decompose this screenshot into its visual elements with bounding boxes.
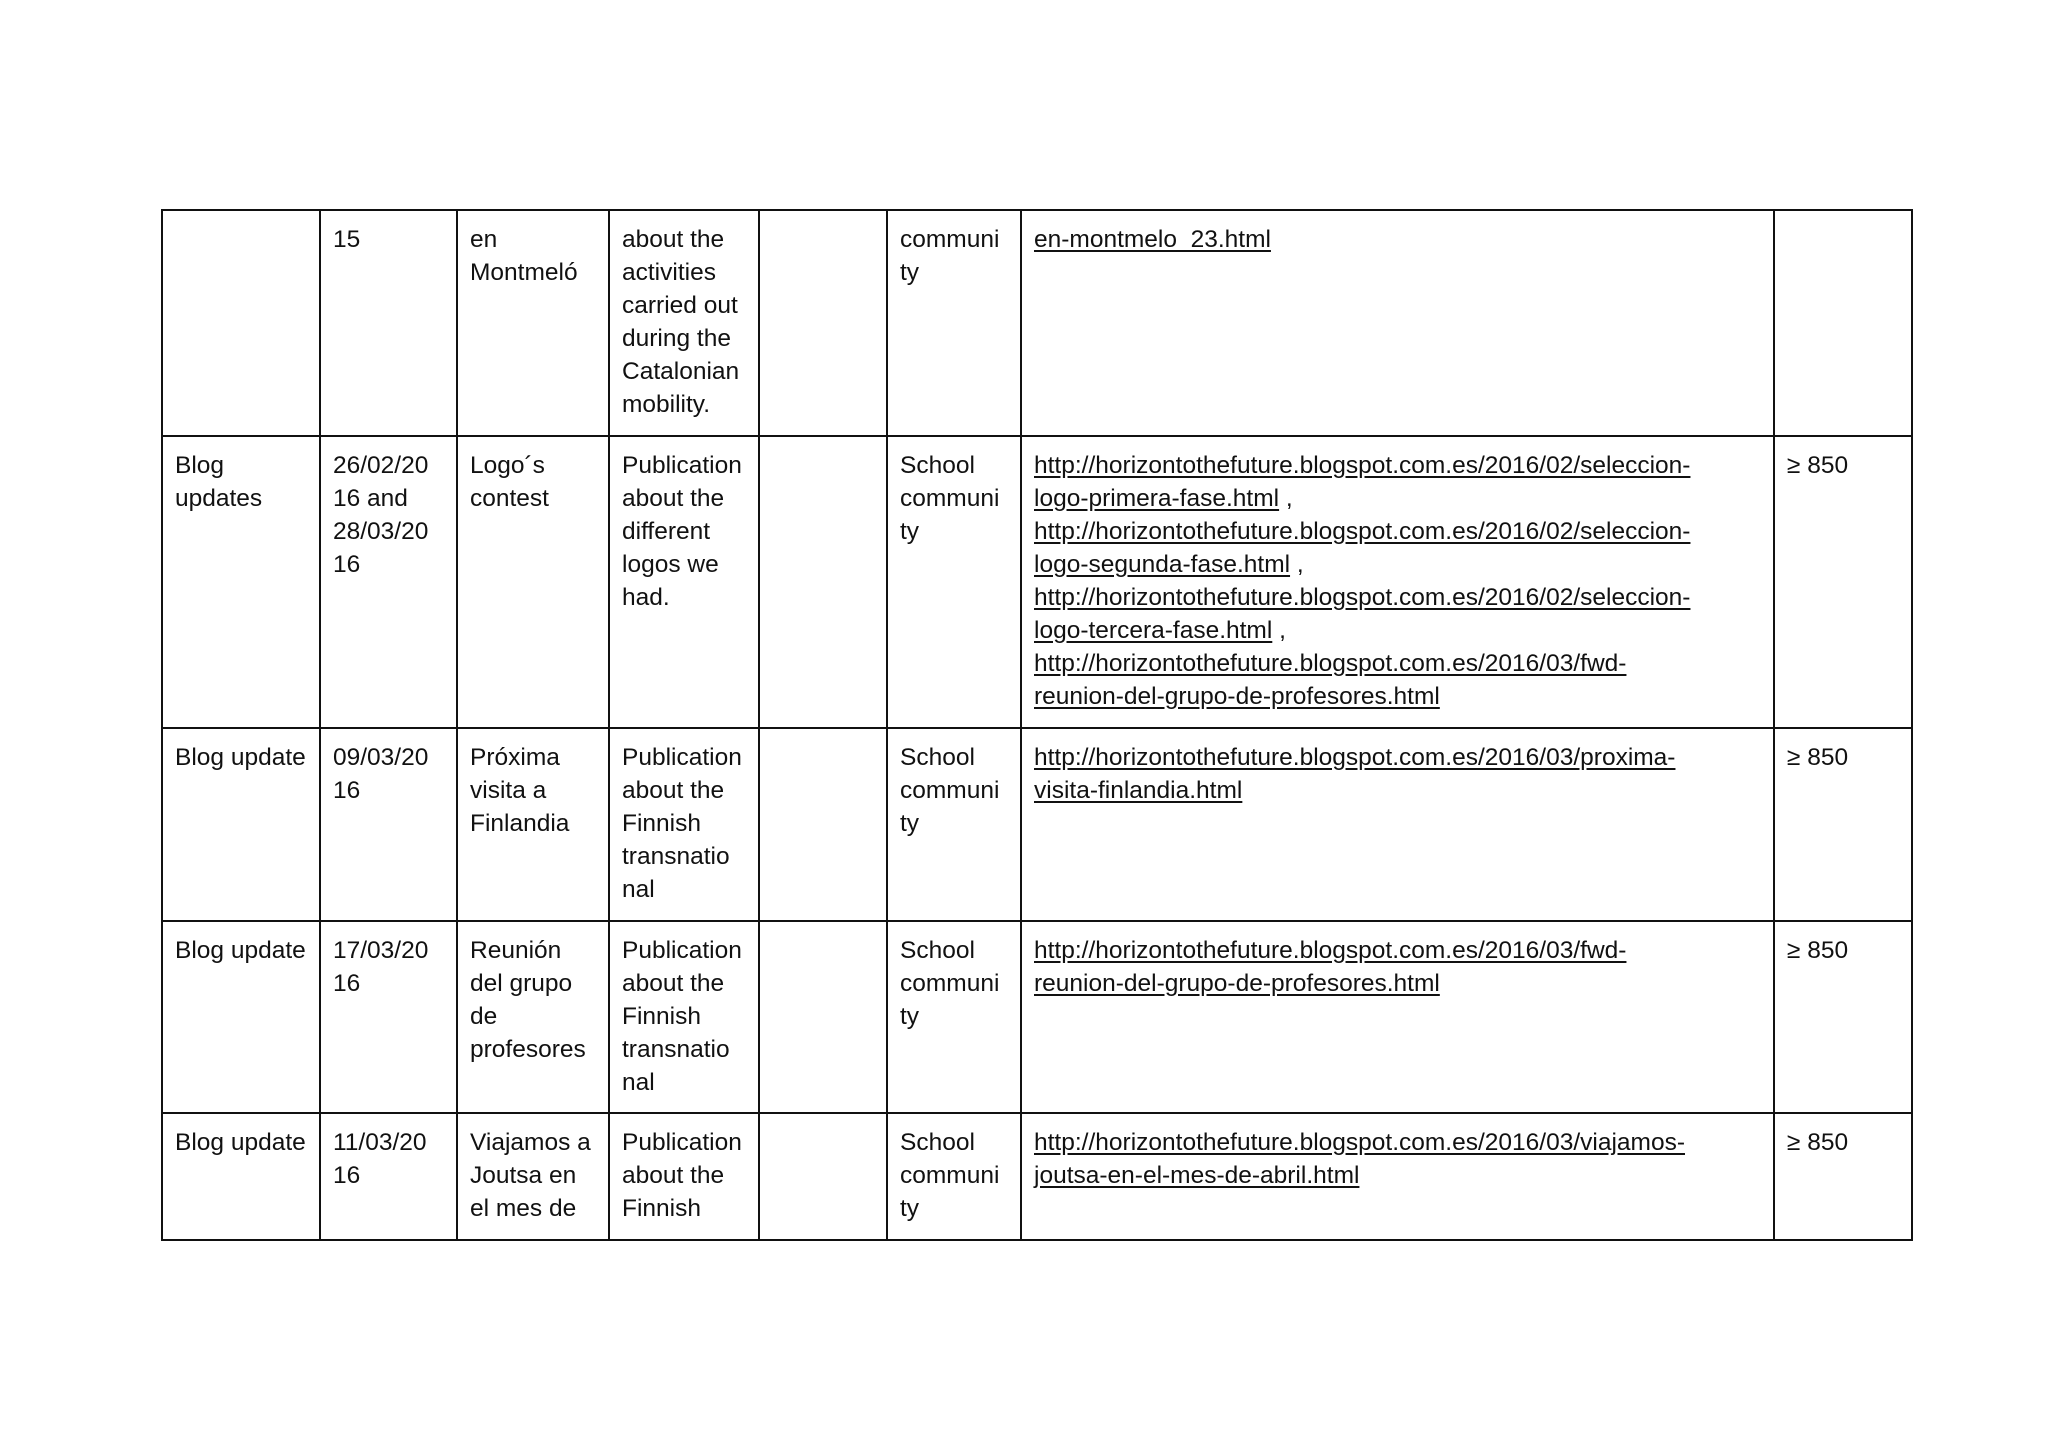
cell-audience bbox=[887, 728, 1021, 921]
url-link[interactable]: joutsa-en-el-mes-de-abril.html bbox=[1034, 1162, 1360, 1189]
cell-title bbox=[457, 436, 609, 728]
url-link[interactable]: logo-primera-fase.html bbox=[1034, 485, 1280, 512]
cell-line: School bbox=[900, 452, 975, 479]
cell-line: updates bbox=[175, 485, 263, 512]
cell-line: ty bbox=[900, 810, 920, 837]
table-row bbox=[162, 1113, 1912, 1240]
cell-line: carried out bbox=[622, 292, 738, 319]
cell-line bbox=[1034, 967, 1763, 1000]
cell-date bbox=[320, 921, 457, 1113]
cell-reach bbox=[1774, 436, 1912, 728]
cell-line: logos we bbox=[622, 551, 719, 578]
cell-type bbox=[162, 436, 320, 728]
separator-text: , bbox=[1279, 485, 1293, 512]
cell-description bbox=[609, 436, 759, 728]
cell-line bbox=[1034, 581, 1763, 614]
cell-date bbox=[320, 436, 457, 728]
url-link[interactable]: visita-finlandia.html bbox=[1034, 777, 1243, 804]
cell-audience bbox=[887, 1113, 1021, 1240]
cell-type bbox=[162, 921, 320, 1113]
cell-type bbox=[162, 728, 320, 921]
cell-empty bbox=[759, 1113, 887, 1240]
cell-title bbox=[457, 1113, 609, 1240]
cell-line: Joutsa en bbox=[470, 1162, 577, 1189]
cell-line: 15 bbox=[333, 226, 361, 253]
cell-line: communi bbox=[900, 777, 1000, 804]
cell-line: ty bbox=[900, 259, 920, 286]
cell-line: School bbox=[900, 1129, 975, 1156]
cell-line: different bbox=[622, 518, 711, 545]
url-link[interactable]: en-montmelo_23.html bbox=[1034, 226, 1271, 253]
cell-line: communi bbox=[900, 485, 1000, 512]
cell-description bbox=[609, 921, 759, 1113]
url-link[interactable]: http://horizontothefuture.blogspot.com.es/2016/03/fwd- bbox=[1034, 650, 1627, 677]
url-link[interactable]: logo-segunda-fase.html bbox=[1034, 551, 1291, 578]
cell-line: Catalonian bbox=[622, 358, 740, 385]
url-link[interactable]: logo-tercera-fase.html bbox=[1034, 617, 1273, 644]
cell-line: ≥ 850 bbox=[1787, 937, 1849, 964]
cell-line: nal bbox=[622, 876, 655, 903]
table-row bbox=[162, 210, 1912, 436]
cell-line: communi bbox=[900, 970, 1000, 997]
cell-line: about the bbox=[622, 226, 725, 253]
separator-text: , bbox=[1290, 551, 1304, 578]
url-link[interactable]: reunion-del-grupo-de-profesores.html bbox=[1034, 970, 1440, 997]
cell-line bbox=[1034, 774, 1763, 807]
cell-line: en bbox=[470, 226, 498, 253]
cell-line: profesores bbox=[470, 1036, 586, 1063]
cell-line: 16 bbox=[333, 970, 361, 997]
cell-type bbox=[162, 1113, 320, 1240]
cell-empty bbox=[759, 436, 887, 728]
url-link[interactable]: http://horizontothefuture.blogspot.com.es/2016/02/seleccion- bbox=[1034, 452, 1691, 479]
cell-description bbox=[609, 728, 759, 921]
cell-audience bbox=[887, 436, 1021, 728]
cell-line: visita a bbox=[470, 777, 547, 804]
cell-line: School bbox=[900, 744, 975, 771]
cell-empty bbox=[759, 728, 887, 921]
cell-type bbox=[162, 210, 320, 436]
cell-line: 16 bbox=[333, 551, 361, 578]
cell-line: communi bbox=[900, 1162, 1000, 1189]
dissemination-table bbox=[161, 209, 1913, 1241]
cell-line bbox=[1034, 223, 1763, 256]
cell-line: del grupo bbox=[470, 970, 573, 997]
cell-description bbox=[609, 1113, 759, 1240]
url-link[interactable]: http://horizontothefuture.blogspot.com.es/2016/02/seleccion- bbox=[1034, 518, 1691, 545]
cell-line: Viajamos a bbox=[470, 1129, 591, 1156]
cell-audience bbox=[887, 210, 1021, 436]
cell-line: about the bbox=[622, 777, 725, 804]
cell-line: communi bbox=[900, 226, 1000, 253]
cell-line: School bbox=[900, 937, 975, 964]
url-link[interactable]: http://horizontothefuture.blogspot.com.es/2016/03/viajamos- bbox=[1034, 1129, 1685, 1156]
cell-date bbox=[320, 728, 457, 921]
cell-line: 11/03/20 bbox=[333, 1129, 427, 1156]
cell-links bbox=[1021, 210, 1774, 436]
url-link[interactable]: http://horizontothefuture.blogspot.com.es/2016/03/fwd- bbox=[1034, 937, 1627, 964]
cell-empty bbox=[759, 921, 887, 1113]
cell-line: Finlandia bbox=[470, 810, 570, 837]
cell-line: transnatio bbox=[622, 843, 730, 870]
cell-line: Finnish bbox=[622, 1003, 701, 1030]
cell-line: had. bbox=[622, 584, 670, 611]
separator-text: , bbox=[1272, 617, 1286, 644]
cell-line bbox=[1034, 1126, 1763, 1159]
cell-line: ty bbox=[900, 518, 920, 545]
cell-line: Blog update bbox=[175, 937, 306, 964]
url-link[interactable]: reunion-del-grupo-de-profesores.html bbox=[1034, 683, 1440, 710]
cell-links bbox=[1021, 921, 1774, 1113]
cell-line: 16 bbox=[333, 777, 361, 804]
url-link[interactable]: http://horizontothefuture.blogspot.com.es/2016/03/proxima- bbox=[1034, 744, 1676, 771]
cell-line: Publication bbox=[622, 452, 742, 479]
cell-line: ≥ 850 bbox=[1787, 1129, 1849, 1156]
cell-empty bbox=[759, 210, 887, 436]
cell-audience bbox=[887, 921, 1021, 1113]
cell-line bbox=[1034, 741, 1763, 774]
cell-line: 17/03/20 bbox=[333, 937, 429, 964]
cell-line: Publication bbox=[622, 744, 742, 771]
cell-line: el mes de bbox=[470, 1195, 577, 1222]
table-row bbox=[162, 921, 1912, 1113]
cell-reach bbox=[1774, 210, 1912, 436]
cell-line: Finnish bbox=[622, 1195, 701, 1222]
table-row bbox=[162, 728, 1912, 921]
cell-line: contest bbox=[470, 485, 549, 512]
cell-line: Blog update bbox=[175, 1129, 306, 1156]
cell-reach bbox=[1774, 728, 1912, 921]
cell-line bbox=[1034, 614, 1763, 647]
cell-line: about the bbox=[622, 1162, 725, 1189]
url-link[interactable]: http://horizontothefuture.blogspot.com.es/2016/02/seleccion- bbox=[1034, 584, 1691, 611]
cell-line: about the bbox=[622, 485, 725, 512]
cell-line: mobility. bbox=[622, 391, 711, 418]
cell-line: Logo´s bbox=[470, 452, 545, 479]
cell-title bbox=[457, 210, 609, 436]
cell-line: nal bbox=[622, 1069, 655, 1096]
cell-reach bbox=[1774, 1113, 1912, 1240]
cell-line: Reunión bbox=[470, 937, 562, 964]
cell-line bbox=[1034, 647, 1763, 680]
cell-date bbox=[320, 1113, 457, 1240]
cell-line bbox=[1034, 482, 1763, 515]
table-body bbox=[162, 210, 1912, 1240]
cell-line bbox=[1034, 934, 1763, 967]
table-row bbox=[162, 436, 1912, 728]
cell-line: ty bbox=[900, 1195, 920, 1222]
cell-line: de bbox=[470, 1003, 498, 1030]
cell-line: Próxima bbox=[470, 744, 560, 771]
cell-line bbox=[1034, 449, 1763, 482]
cell-line bbox=[1034, 515, 1763, 548]
cell-line: Montmeló bbox=[470, 259, 578, 286]
cell-line: ≥ 850 bbox=[1787, 744, 1849, 771]
cell-line: transnatio bbox=[622, 1036, 730, 1063]
cell-line: Finnish bbox=[622, 810, 701, 837]
cell-description bbox=[609, 210, 759, 436]
cell-line: 16 bbox=[333, 1162, 361, 1189]
cell-line: ≥ 850 bbox=[1787, 452, 1849, 479]
cell-links bbox=[1021, 728, 1774, 921]
cell-title bbox=[457, 728, 609, 921]
cell-line: Publication bbox=[622, 1129, 742, 1156]
cell-line bbox=[1034, 1159, 1763, 1192]
cell-line bbox=[1034, 548, 1763, 581]
cell-links bbox=[1021, 1113, 1774, 1240]
cell-line: 26/02/20 bbox=[333, 452, 429, 479]
cell-line: 16 and bbox=[333, 485, 408, 512]
cell-title bbox=[457, 921, 609, 1113]
cell-line: during the bbox=[622, 325, 731, 352]
cell-line: activities bbox=[622, 259, 716, 286]
cell-line: Blog update bbox=[175, 744, 306, 771]
cell-line: about the bbox=[622, 970, 725, 997]
cell-line: Publication bbox=[622, 937, 742, 964]
cell-line: Blog bbox=[175, 452, 225, 479]
cell-reach bbox=[1774, 921, 1912, 1113]
cell-line: 28/03/20 bbox=[333, 518, 429, 545]
cell-date bbox=[320, 210, 457, 436]
cell-line: 09/03/20 bbox=[333, 744, 429, 771]
cell-links bbox=[1021, 436, 1774, 728]
cell-line: ty bbox=[900, 1003, 920, 1030]
cell-line bbox=[1034, 680, 1763, 713]
